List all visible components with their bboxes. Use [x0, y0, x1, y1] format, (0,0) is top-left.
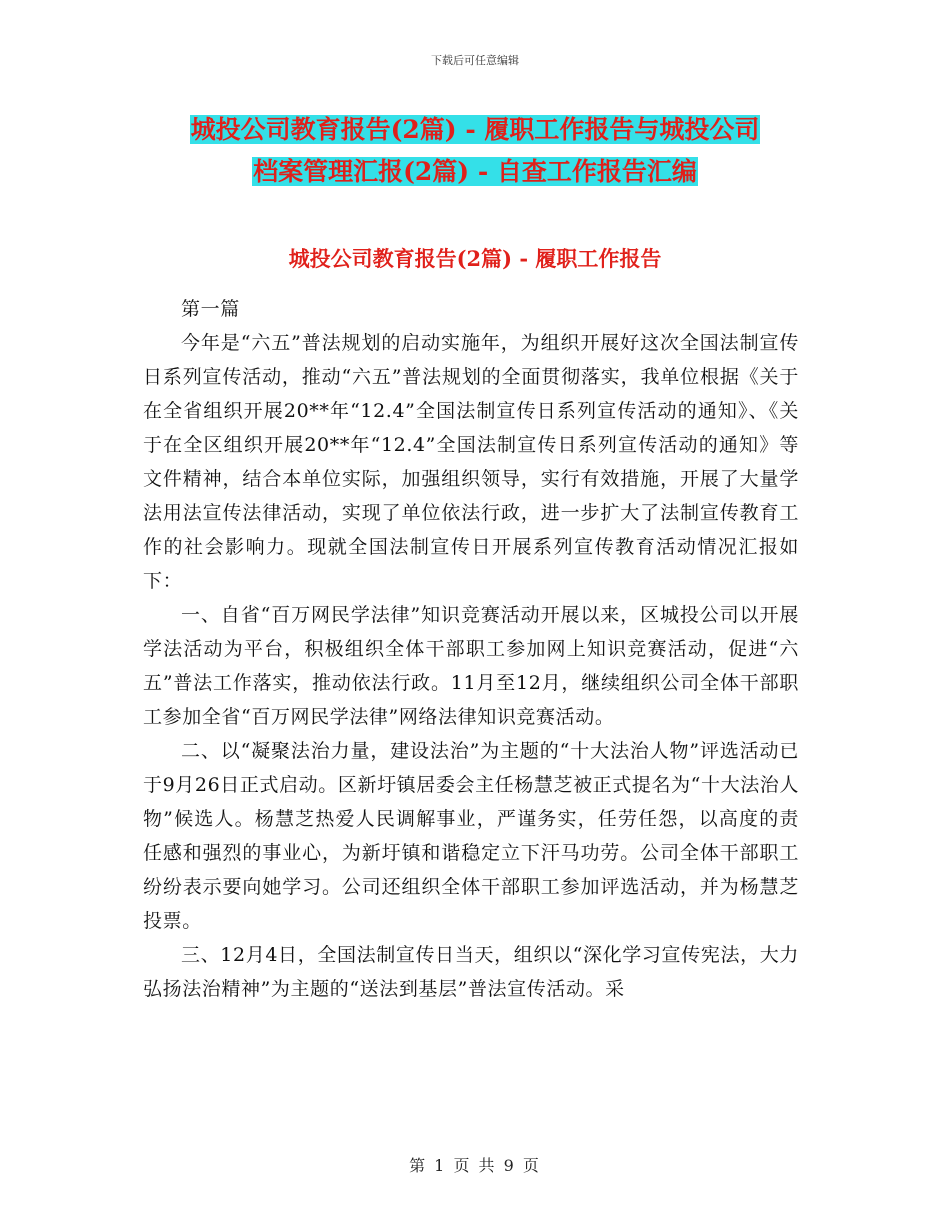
paragraph: 今年是“六五”普法规划的启动实施年，为组织开展好这次全国法制宣传日系列宣传活动，推动“六五”普法规划的全面贯彻落实，我单位根据《关于在全省组织开展20**年“12.4”全国法制宣传日系列宣传活动的通知》、《关于在全区组织开展20**年“12.4”全国法制宣传日系列宣传活动的通知》等文件精神，结合本单位实际，加强组织领导，实行有效措施，开展了大量学法用法宣传法律活动，实现了单位依法行政，进一步扩大了法制宣传教育工作的社会影响力。现就全国法制宣传日开展系列宣传教育活动情况汇报如下： — [143, 332, 799, 592]
paragraph: 一、自省“百万网民学法律”知识竞赛活动开展以来，区城投公司以开展学法活动为平台，积极组织全体干部职工参加网上知识竞赛活动，促进“六五”普法工作落实，推动依法行政。11月至12月，继续组织公司全体干部职工参加全省“百万网民学法律”网络法律知识竞赛活动。 — [143, 604, 799, 728]
document-title-line-2 — [0, 152, 950, 192]
document-title-line-1 — [0, 110, 950, 150]
document-title-line-1-text: 城投公司教育报告(2篇) - 履职工作报告与城投公司 — [190, 115, 760, 144]
section-title: 城投公司教育报告(2篇) - 履职工作报告 — [288, 246, 662, 271]
document-title-line-2-text: 档案管理汇报(2篇) - 自查工作报告汇编 — [253, 157, 697, 186]
page-number: 第 1 页 共 9 页 — [409, 1156, 541, 1175]
paragraph: 二、以“凝聚法治力量，建设法治”为主题的“十大法治人物”评选活动已于9月26日正式启动。区新圩镇居委会主任杨慧芝被正式提名为“十大法治人物”候选人。杨慧芝热爱人民调解事业，严谨务实，任劳任怨，以高度的责任感和强烈的事业心，为新圩镇和谐稳定立下汗马功劳。公司全体干部职工纷纷表示要向她学习。公司还组织全体干部职工参加评选活动，并为杨慧芝投票。 — [143, 740, 799, 932]
paragraph-heading: 第一篇 — [181, 298, 240, 320]
document-body — [143, 292, 799, 1006]
page-header-note: 下载后可任意编辑 — [431, 54, 519, 67]
paragraph: 三、12月4日，全国法制宣传日当天，组织以“深化学习宣传宪法，大力弘扬法治精神”为主题的“送法到基层”普法宣传活动。采 — [143, 944, 799, 1000]
